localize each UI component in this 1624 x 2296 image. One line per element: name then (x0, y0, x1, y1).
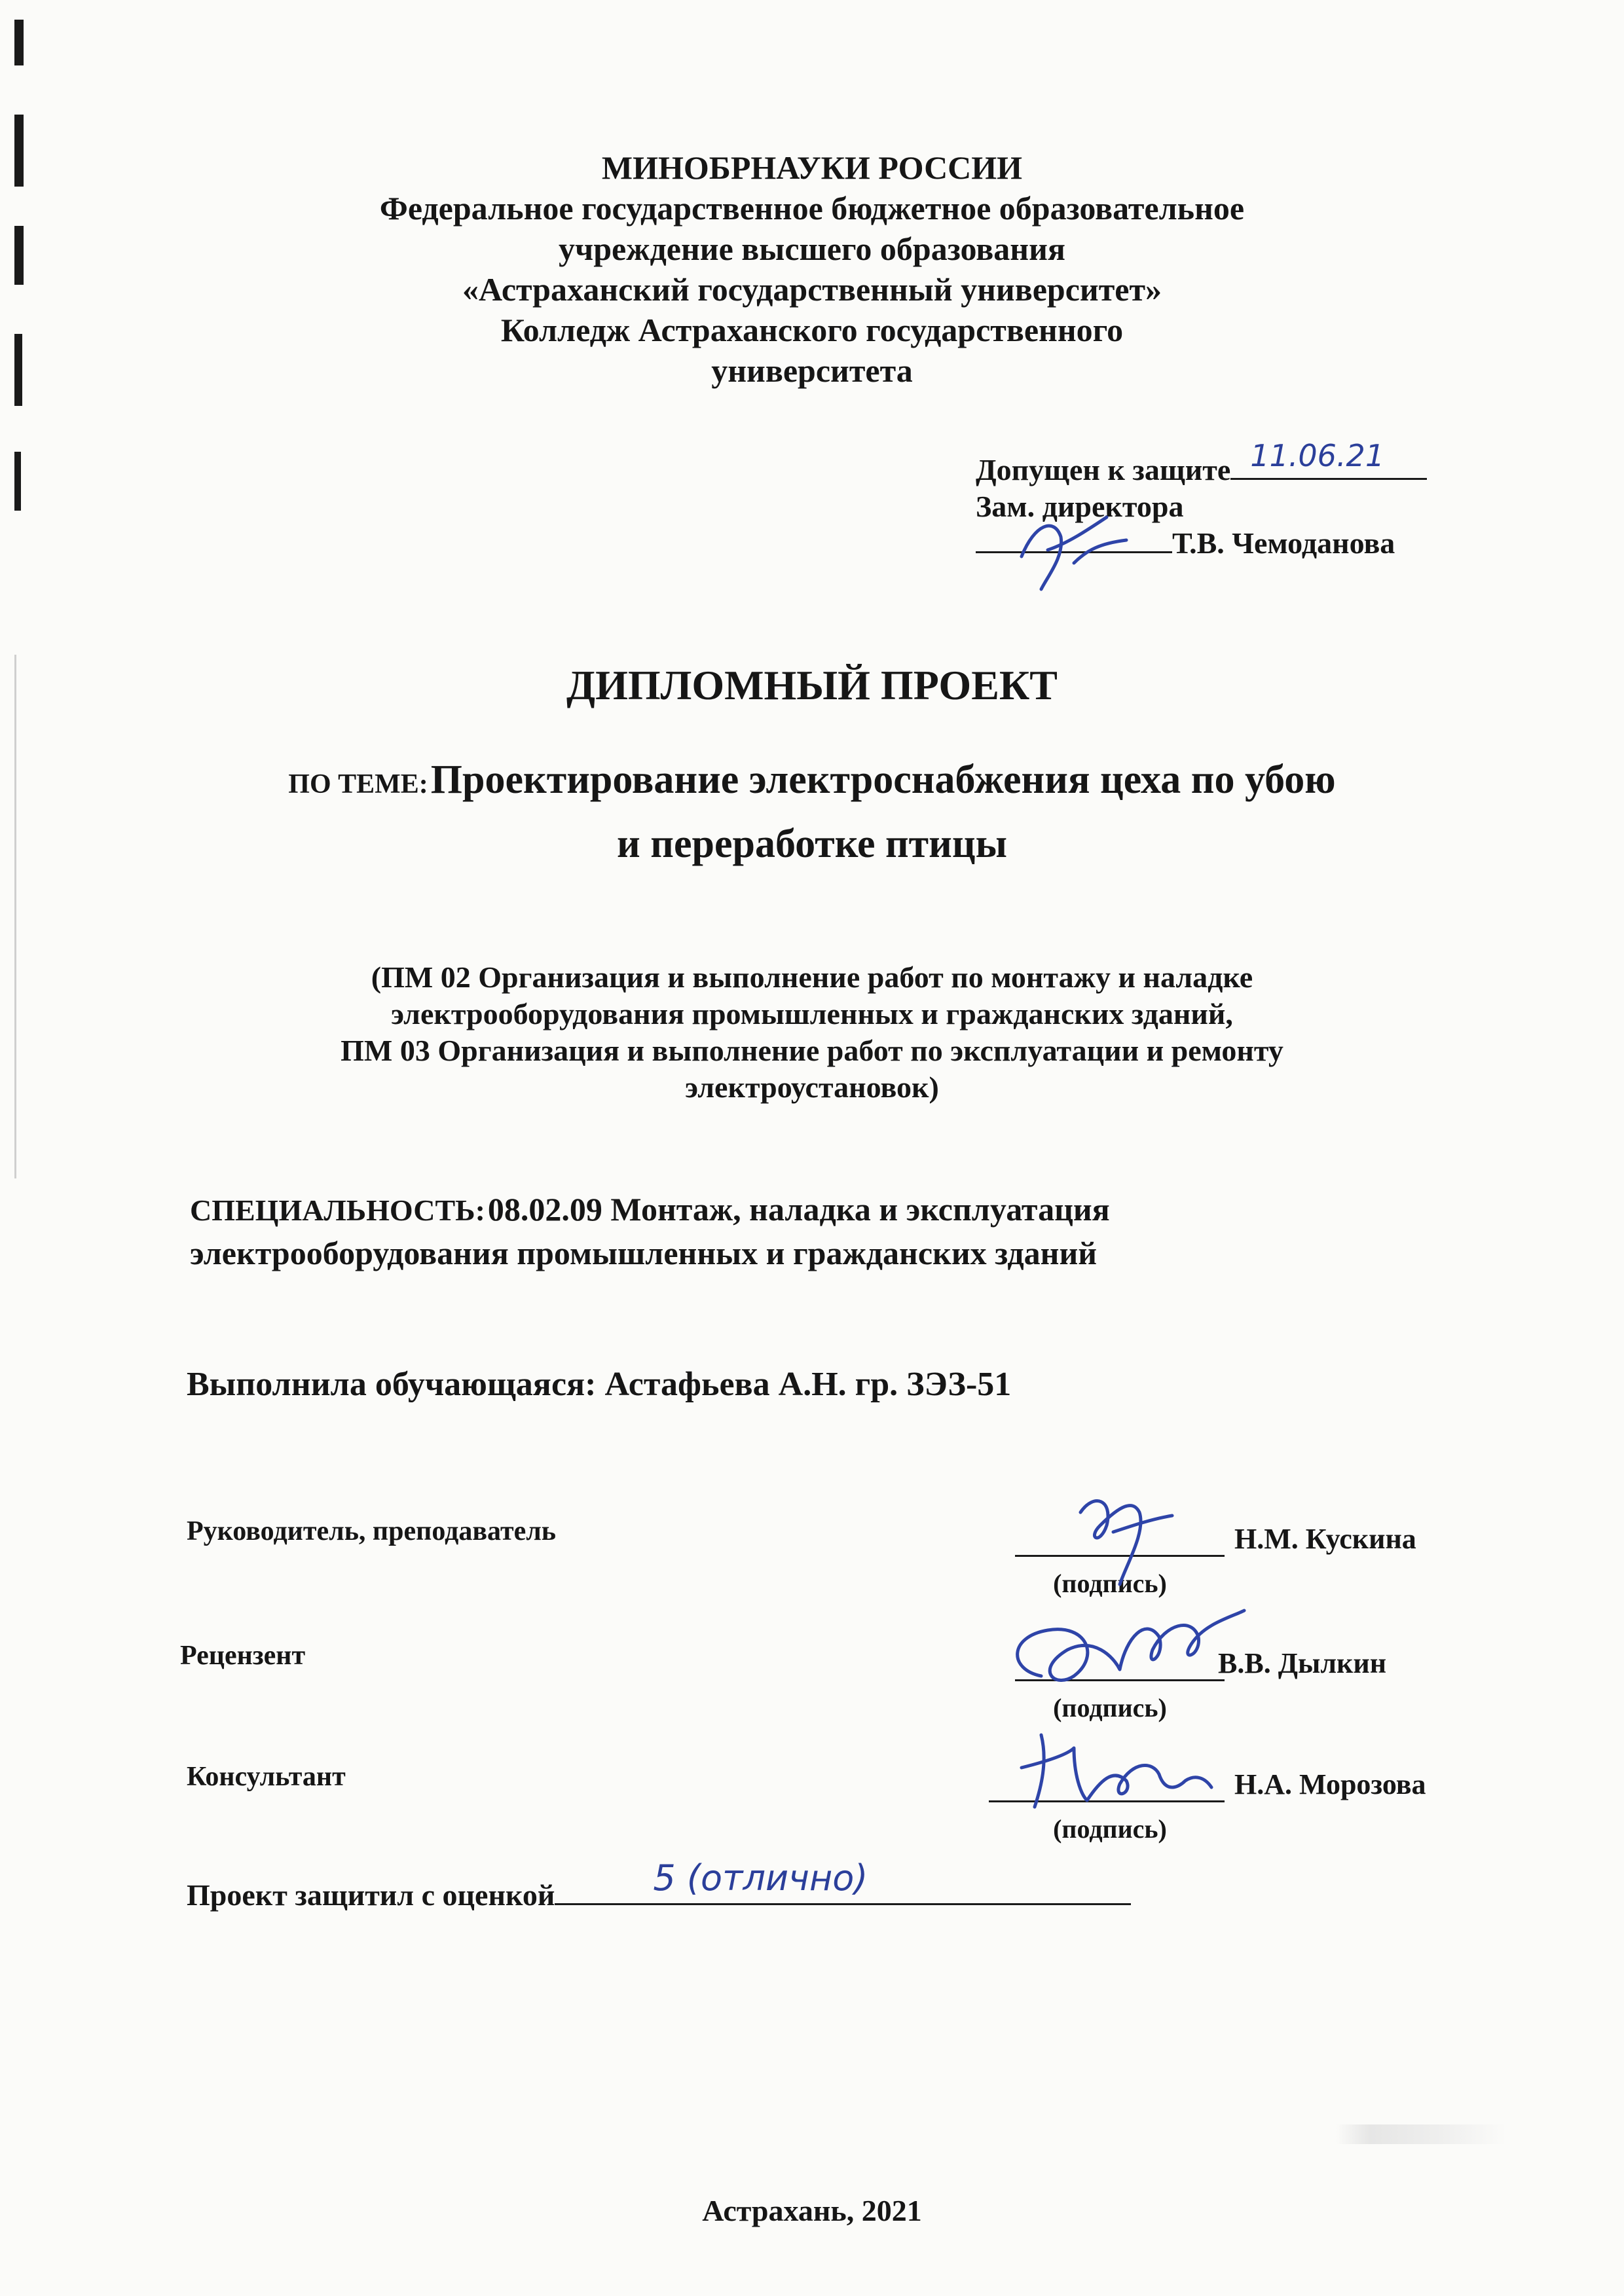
grade-line (555, 1857, 1131, 1905)
consultant-role: Консультант (187, 1762, 346, 1792)
admitted-row (976, 438, 1473, 488)
grade-label: Проект защитил с оценкой (187, 1878, 555, 1912)
scan-edge-mark (14, 452, 21, 511)
university-line: «Астраханский государственный университет» (462, 271, 1162, 308)
reviewer-name: В.В. Дылкин (1218, 1647, 1387, 1679)
modules-block (0, 959, 1624, 1106)
director-signature (1008, 504, 1139, 596)
consultant-name: Н.А. Морозова (1234, 1768, 1426, 1800)
supervisor-role: Руководитель, преподаватель (187, 1516, 557, 1546)
city-year: Астрахань, 2021 (702, 2194, 922, 2227)
institution-header (0, 147, 1624, 391)
reviewer-signature (982, 1597, 1257, 1709)
college-line: университета (711, 352, 913, 389)
specialty-line: 08.02.09 Монтаж, наладка и эксплуатация (487, 1191, 1110, 1228)
supervisor-signature (1061, 1486, 1192, 1591)
topic-block (0, 753, 1624, 871)
grade-row (187, 1857, 1131, 1912)
signature-caption: (подпись) (1053, 1814, 1167, 1844)
faint-stamp (1336, 2124, 1506, 2144)
admitted-label: Допущен к защите (976, 453, 1231, 486)
document-title: ДИПЛОМНЫЙ ПРОЕКТ (566, 662, 1058, 708)
admitted-date: 11.06.21 (1250, 438, 1385, 473)
institution-line: учреждение высшего образования (559, 230, 1065, 267)
reviewer-role: Рецензент (180, 1641, 306, 1671)
specialty-line: электрооборудования промышленных и гражданских зданий (190, 1235, 1098, 1271)
specialty-block (190, 1192, 1110, 1271)
college-line: Колледж Астраханского государственного (500, 312, 1124, 348)
module-line: (ПМ 02 Организация и выполнение работ по монтажу и наладке (371, 960, 1253, 994)
scan-edge-mark (14, 20, 24, 65)
topic-line: и переработке птицы (617, 822, 1007, 866)
module-line: электроустановок) (685, 1070, 939, 1104)
student-value: Астафьева А.Н. гр. ЗЭЗ-51 (604, 1366, 1012, 1403)
module-line: электрооборудования промышленных и гражданских зданий, (391, 997, 1233, 1030)
module-line: ПМ 03 Организация и выполнение работ по эксплуатации и ремонту (341, 1034, 1283, 1067)
approval-position: Зам. директора (976, 490, 1184, 523)
supervisor-name: Н.М. Кускина (1234, 1523, 1416, 1555)
grade-value: 5 (отлично) (653, 1857, 868, 1899)
ministry-line: МИНОБРНАУКИ РОССИИ (601, 149, 1023, 186)
signature-caption: (подпись) (1053, 1693, 1167, 1722)
admitted-date-line (1230, 438, 1427, 480)
consultant-signature (1008, 1722, 1218, 1820)
student-label: Выполнила обучающаяся: (187, 1366, 597, 1403)
institution-line: Федеральное государственное бюджетное образовательное (379, 190, 1245, 227)
signature-caption: (подпись) (1053, 1569, 1167, 1598)
topic-prefix: ПО ТЕМЕ: (288, 769, 428, 799)
specialty-label: СПЕЦИАЛЬНОСТЬ: (190, 1194, 485, 1227)
topic-line: Проектирование электроснабжения цеха по убою (430, 757, 1336, 802)
approval-name: Т.В. Чемоданова (1172, 526, 1395, 560)
student-row (187, 1365, 1011, 1404)
